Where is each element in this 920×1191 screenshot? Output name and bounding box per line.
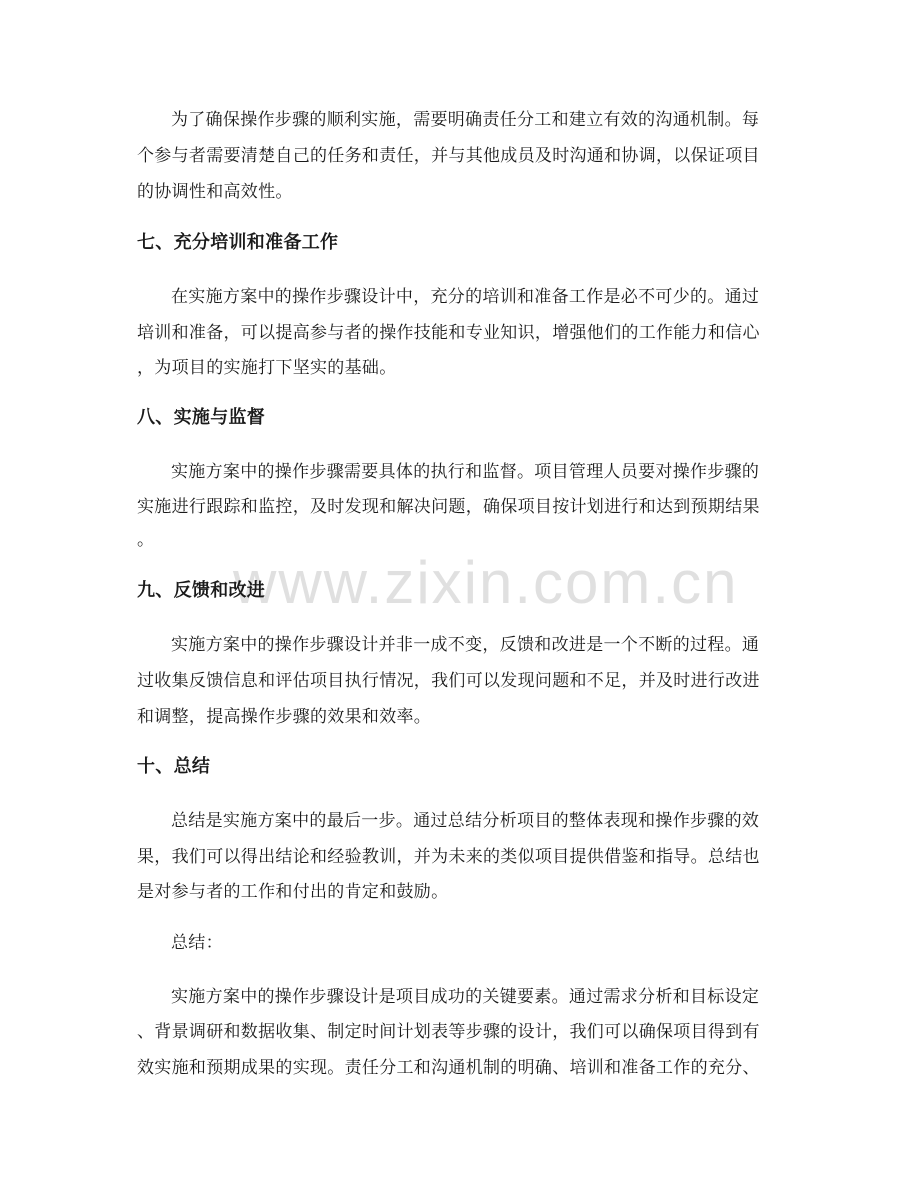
section-heading: 七、充分培训和准备工作 bbox=[137, 232, 339, 253]
watermark-text: www.zixin.com.cn bbox=[233, 549, 739, 616]
paragraph-line: ，为项目的实施打下坚实的基础。 bbox=[137, 358, 397, 378]
paragraph-line: 实施方案中的操作步骤设计是项目成功的关键要素。通过需求分析和目标设定 bbox=[171, 987, 760, 1007]
paragraph-line: 。 bbox=[137, 530, 155, 550]
section-heading: 十、总结 bbox=[137, 756, 211, 777]
paragraph-line: 是对参与者的工作和付出的肯定和鼓励。 bbox=[137, 882, 449, 902]
paragraph-line: 个参与者需要清楚自己的任务和责任，并与其他成员及时沟通和协调，以保证项目 bbox=[137, 146, 760, 166]
paragraph-line: 培训和准备，可以提高参与者的操作技能和专业知识，增强他们的工作能力和信心 bbox=[137, 323, 760, 343]
section-heading: 八、实施与监督 bbox=[137, 407, 266, 428]
paragraph-line: 实施方案中的操作步骤设计并非一成不变，反馈和改进是一个不断的过程。通 bbox=[171, 635, 760, 655]
paragraph-line: 在实施方案中的操作步骤设计中，充分的培训和准备工作是必不可少的。通过 bbox=[171, 287, 760, 307]
paragraph-line: 的协调性和高效性。 bbox=[137, 182, 293, 202]
paragraph-line: 和调整，提高操作步骤的效果和效率。 bbox=[137, 707, 432, 727]
summary-label: 总结： bbox=[171, 933, 223, 953]
paragraph-line: 过收集反馈信息和评估项目执行情况，我们可以发现问题和不足，并及时进行改进 bbox=[137, 671, 760, 691]
paragraph-line: 果，我们可以得出结论和经验教训，并为未来的类似项目提供借鉴和指导。总结也 bbox=[137, 847, 760, 867]
paragraph-line: 、背景调研和数据收集、制定时间计划表等步骤的设计，我们可以确保项目得到有 bbox=[137, 1022, 760, 1042]
paragraph-line: 实施方案中的操作步骤需要具体的执行和监督。项目管理人员要对操作步骤的 bbox=[171, 462, 760, 482]
section-heading: 九、反馈和改进 bbox=[137, 580, 266, 601]
paragraph-line: 为了确保操作步骤的顺利实施，需要明确责任分工和建立有效的沟通机制。每 bbox=[171, 110, 760, 130]
paragraph-line: 实施进行跟踪和监控，及时发现和解决问题，确保项目按计划进行和达到预期结果 bbox=[137, 497, 760, 517]
paragraph-line: 效实施和预期成果的实现。责任分工和沟通机制的明确、培训和准备工作的充分、 bbox=[137, 1058, 760, 1078]
paragraph-line: 总结是实施方案中的最后一步。通过总结分析项目的整体表现和操作步骤的效 bbox=[171, 811, 760, 831]
